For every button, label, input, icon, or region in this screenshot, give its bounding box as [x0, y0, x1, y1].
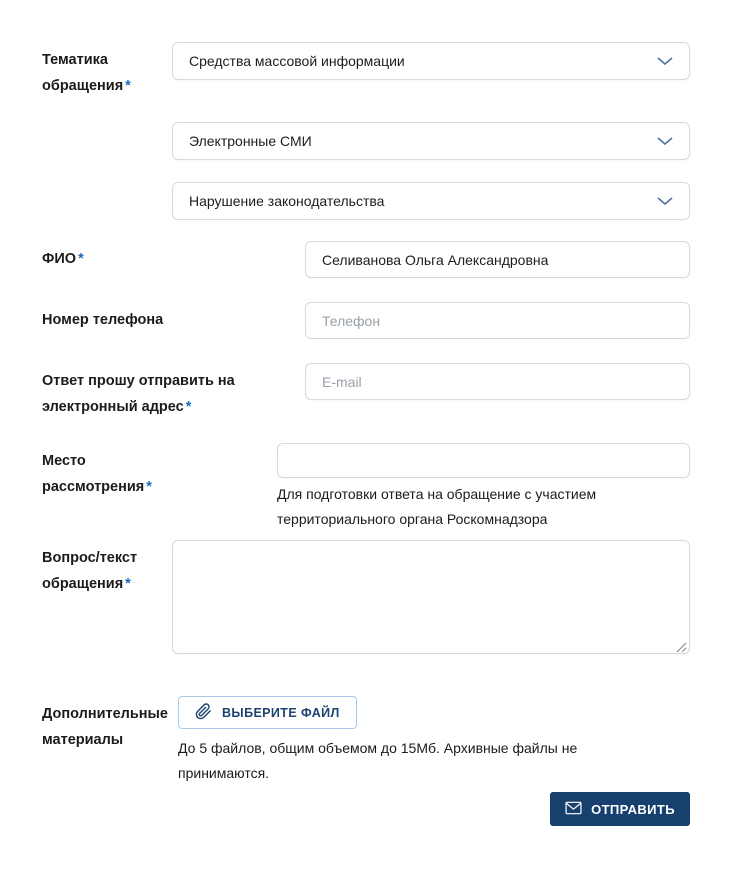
required-asterisk: * [185, 399, 192, 415]
question-row [42, 540, 690, 654]
email-label-text: Ответ прошу отправить на электронный адрес * [42, 373, 235, 415]
phone-row [42, 302, 690, 339]
subtopic-row-2 [42, 182, 690, 220]
topic-label-text: Тематика обращения [42, 52, 124, 94]
chevron-down-icon [655, 134, 675, 148]
submit-row [42, 792, 690, 826]
resize-handle-icon[interactable] [676, 640, 687, 651]
phone-input[interactable] [305, 302, 690, 339]
question-label-text: Вопрос/текст обращения [42, 550, 138, 592]
files-row [42, 696, 690, 786]
chevron-down-icon [655, 54, 675, 68]
submit-button-label: ОТПРАВИТЬ [591, 801, 675, 817]
paperclip-icon [195, 703, 212, 723]
place-input[interactable] [277, 443, 690, 478]
required-asterisk: * [78, 251, 84, 267]
place-help-text: Для подготовки ответа на обращение с участием территориального органа Роскомнадзора [277, 486, 597, 527]
submit-button[interactable] [550, 792, 690, 826]
place-label [42, 443, 277, 500]
fio-input[interactable] [305, 241, 690, 278]
email-label [42, 363, 305, 420]
question-label [42, 540, 172, 597]
topic-select-level2[interactable] [172, 122, 690, 160]
envelope-icon [565, 801, 582, 818]
fio-label [42, 241, 305, 272]
topic-select-level1-value: Средства массовой информации [189, 53, 405, 69]
subtopic-1-spacer [42, 122, 172, 127]
files-help-text: До 5 файлов, общим объемом до 15Мб. Архивные файлы не принимаются. [178, 740, 578, 781]
email-row [42, 363, 690, 420]
topic-select-level1[interactable] [172, 42, 690, 80]
required-asterisk: * [125, 576, 131, 592]
files-label [42, 696, 178, 753]
place-row [42, 443, 690, 532]
place-label-text: Место рассмотрения * [42, 453, 152, 495]
phone-label-text: Номер телефона [42, 312, 164, 328]
fio-row [42, 241, 690, 278]
topic-row [42, 42, 690, 99]
topic-label [42, 42, 172, 99]
phone-label [42, 302, 305, 333]
question-textarea[interactable] [172, 540, 690, 654]
topic-select-level2-value: Электронные СМИ [189, 133, 312, 149]
choose-file-button[interactable] [178, 696, 357, 729]
subtopic-2-spacer [42, 182, 172, 187]
required-asterisk: * [125, 78, 131, 94]
subtopic-row-1 [42, 122, 690, 160]
chevron-down-icon [655, 194, 675, 208]
choose-file-button-label: ВЫБЕРИТЕ ФАЙЛ [222, 705, 340, 720]
required-asterisk: * [146, 479, 152, 495]
topic-select-level3[interactable] [172, 182, 690, 220]
files-label-text: Дополнительные материалы [42, 706, 168, 748]
topic-select-level3-value: Нарушение законодательства [189, 193, 385, 209]
email-input[interactable] [305, 363, 690, 400]
fio-label-text: ФИО [42, 251, 77, 267]
